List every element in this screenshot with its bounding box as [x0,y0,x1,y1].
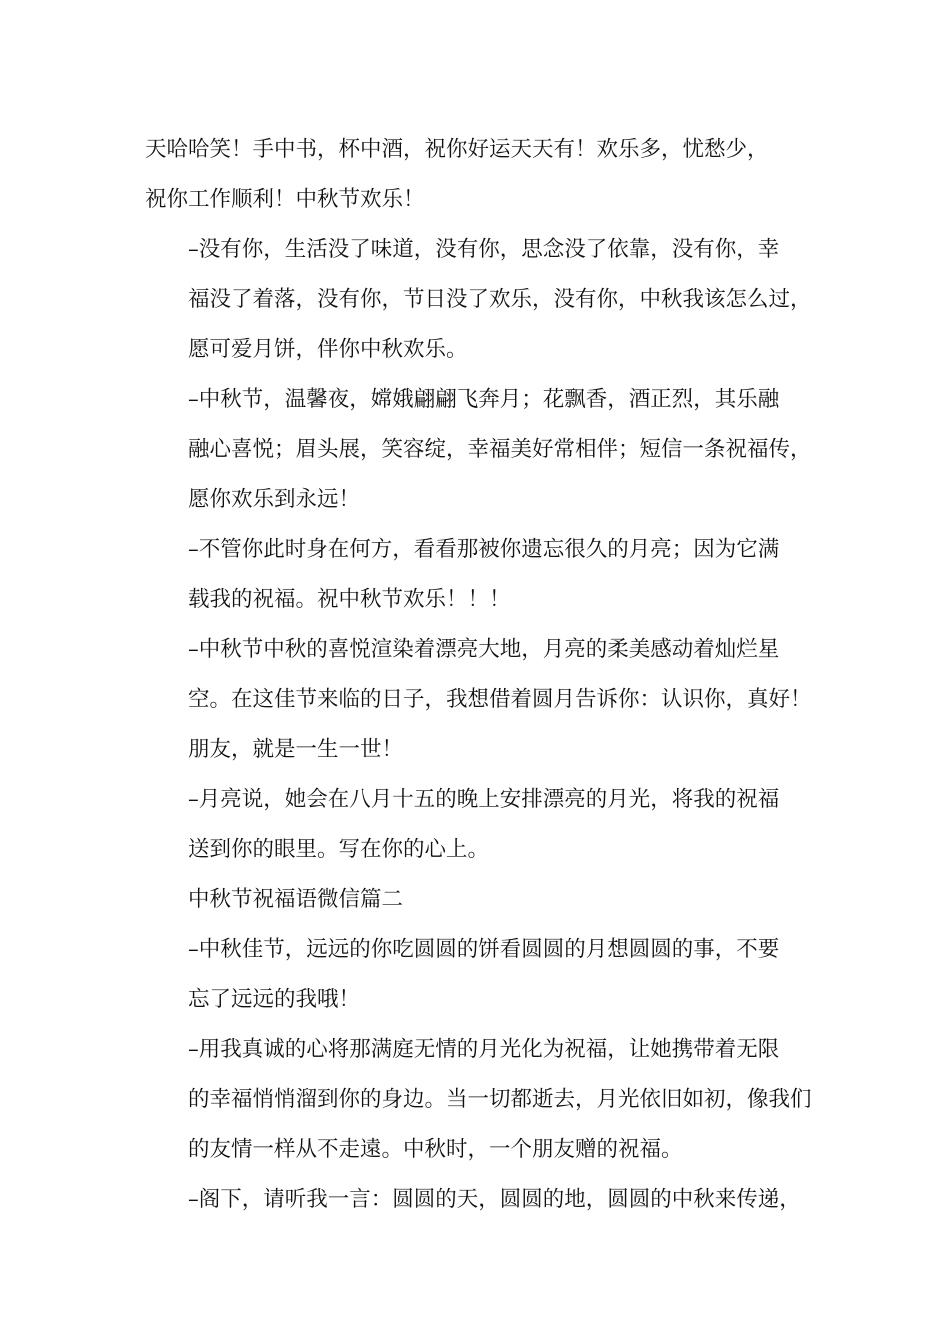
text-line: –中秋佳节，远远的你吃圆圆的饼看圆圆的月想圆圆的事，不要 [188,937,780,962]
paragraph [145,925,835,1025]
text-line: –中秋节中秋的喜悦渲染着漂亮大地，月亮的柔美感动着灿烂星 [188,637,780,662]
text-line: 的友情一样从不走遠。中秋时，一个朋友赠的祝福。 [188,1137,683,1162]
paragraph [145,625,835,775]
text-line: 载我的祝福。祝中秋节欢乐！！！ [188,587,511,612]
text-line: –没有你，生活没了味道，没有你，思念没了依靠，没有你，幸 [188,237,780,262]
paragraph [145,775,835,875]
text-line: 天哈哈笑！手中书，杯中酒，祝你好运天天有！欢乐多，忧愁少， [145,137,769,162]
text-line: 福没了着落，没有你，节日没了欢乐，没有你，中秋我该怎么过， [188,287,812,312]
paragraph [145,375,835,525]
paragraph [145,225,835,375]
text-line: –月亮说，她会在八月十五的晚上安排漂亮的月光，将我的祝福 [188,787,780,812]
text-line: 融心喜悦；眉头展，笑容绽，幸福美好常相伴；短信一条祝福传， [188,437,812,462]
text-line: 空。在这佳节来临的日子，我想借着圆月告诉你：认识你，真好！ [188,687,812,712]
text-line: 的幸福悄悄溜到你的身边。当一切都逝去，月光依旧如初，像我们 [188,1087,812,1112]
text-line: –中秋节，温馨夜，嫦娥翩翩飞奔月；花飘香，酒正烈，其乐融 [188,387,780,412]
text-line: 愿可爱月饼，伴你中秋欢乐。 [188,337,468,362]
text-line: 中秋节祝福语微信篇二 [188,887,404,912]
document-page [145,125,835,1225]
text-line: 愿你欢乐到永远！ [188,487,361,512]
text-line: 祝你工作顺利！中秋节欢乐！ [145,187,425,212]
paragraph [145,525,835,625]
text-line: –用我真诚的心将那满庭无情的月光化为祝福，让她携带着无限 [188,1037,780,1062]
text-line: 送到你的眼里。写在你的心上。 [188,837,490,862]
paragraph [145,875,835,925]
text-line: –阁下，请听我一言：圆圆的天，圆圆的地，圆圆的中秋来传递， [188,1187,801,1212]
text-line: 朋友，就是一生一世！ [188,737,404,762]
paragraph [145,1025,835,1175]
paragraph [145,1175,835,1225]
text-line: 忘了远远的我哦！ [188,987,361,1012]
text-line: –不管你此时身在何方，看看那被你遗忘很久的月亮；因为它满 [188,537,780,562]
paragraph [145,125,835,225]
